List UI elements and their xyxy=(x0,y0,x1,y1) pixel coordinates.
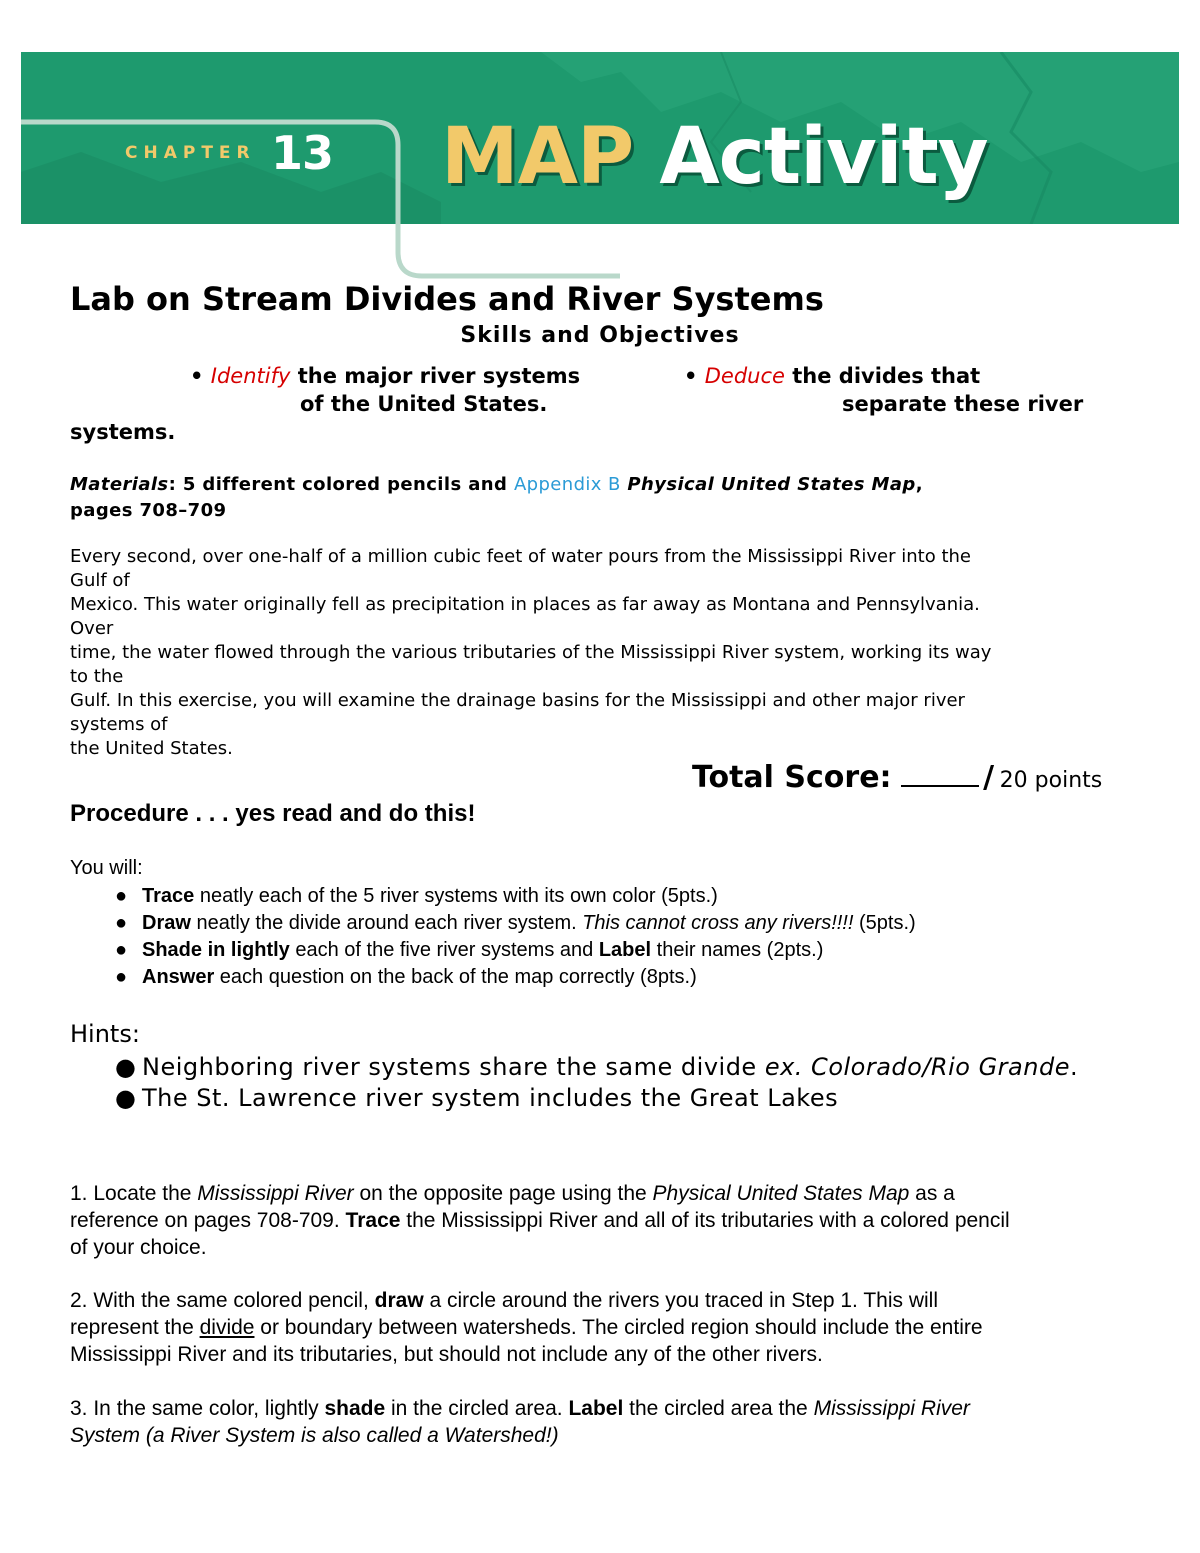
materials xyxy=(70,472,923,524)
q-text: 1. Locate the xyxy=(70,1182,198,1205)
objective-right xyxy=(684,364,980,388)
q-text: of your choice. xyxy=(70,1236,207,1259)
intro-line: the United States. xyxy=(70,738,233,759)
objective-text: the divides that xyxy=(792,364,981,388)
q-text: as a xyxy=(909,1182,955,1205)
bullet-icon: ● xyxy=(115,912,128,934)
step-text: each of the five river systems and xyxy=(289,939,599,961)
intro-line: Every second, over one-half of a million cubic feet of water pours from the Mississippi River into the xyxy=(70,546,971,567)
q-text: in the circled area. xyxy=(385,1397,569,1420)
materials-pages: pages 708–709 xyxy=(70,500,227,521)
q-text: on the opposite page using the xyxy=(353,1182,653,1205)
q-bold: shade xyxy=(324,1397,386,1420)
objective-left xyxy=(190,364,580,388)
objective-text: the major river systems xyxy=(297,364,581,388)
step-text: neatly the divide around each river system. xyxy=(190,912,583,934)
step-verb: Shade in lightly xyxy=(142,939,290,961)
q-bold: Trace xyxy=(345,1209,401,1232)
list-item xyxy=(70,883,916,910)
banner-title-map: MAP xyxy=(441,112,634,202)
q-bold: draw xyxy=(374,1289,424,1312)
question-3 xyxy=(70,1395,1150,1449)
step-text: each question on the back of the map correctly (8pts.) xyxy=(214,966,697,988)
objective-verb-identify: Identify xyxy=(210,364,291,388)
chapter-banner xyxy=(21,52,1179,224)
bullet: • xyxy=(190,364,204,388)
q-italic: Mississippi River xyxy=(197,1182,354,1205)
q-text: the Mississippi River and all of its tributaries with a colored pencil xyxy=(400,1209,1010,1232)
bullet-icon: ● xyxy=(115,885,128,907)
objective-verb-deduce: Deduce xyxy=(704,364,785,388)
hints-list xyxy=(70,1052,1130,1114)
materials-label: Materials xyxy=(70,474,169,495)
step-verb: Label xyxy=(598,939,652,961)
intro-line: Over xyxy=(70,618,114,639)
chapter-number: 13 xyxy=(271,126,334,180)
objective-right-line2: separate these river xyxy=(842,392,1084,416)
q-bold: Label xyxy=(568,1397,624,1420)
step-text: their names (2pts.) xyxy=(651,939,824,961)
intro-line: Gulf. In this exercise, you will examine the drainage basins for the Mississippi and other major river xyxy=(70,690,965,711)
step-verb: Draw xyxy=(142,912,191,934)
you-will-label: You will: xyxy=(70,857,143,879)
banner-title-activity: Activity xyxy=(659,112,988,202)
banner-title xyxy=(441,112,988,202)
bullet-icon: ● xyxy=(115,1084,137,1112)
objective-left-line2: of the United States. xyxy=(300,392,548,416)
list-item xyxy=(70,1052,1130,1083)
q-text: 3. In the same color, lightly xyxy=(70,1397,325,1420)
step-text: neatly each of the 5 river systems with its own color (5pts.) xyxy=(194,885,718,907)
list-item xyxy=(70,910,916,937)
step-text: (5pts.) xyxy=(853,912,916,934)
intro-line: time, the water flowed through the various tributaries of the Mississippi River system, working its way xyxy=(70,642,992,663)
materials-comma: , xyxy=(915,474,923,495)
map-name: Physical United States Map xyxy=(620,474,916,495)
step-verb: Trace xyxy=(142,885,195,907)
total-score xyxy=(692,760,1102,795)
q-underline: divide xyxy=(199,1316,255,1339)
score-points: 20 points xyxy=(999,768,1103,793)
hint-example: ex. Colorado/Rio Grande xyxy=(764,1053,1070,1081)
q-text: the circled area the xyxy=(623,1397,814,1420)
hint-text: The St. Lawrence river system includes the Great Lakes xyxy=(142,1084,839,1112)
step-warning: This cannot cross any rivers!!!! xyxy=(582,912,854,934)
intro-line: to the xyxy=(70,666,124,687)
q-text: 2. With the same colored pencil, xyxy=(70,1289,375,1312)
q-italic: System (a River System is also called a Watershed!) xyxy=(70,1424,559,1447)
question-2 xyxy=(70,1287,1150,1368)
question-1 xyxy=(70,1180,1150,1261)
chapter-label: CHAPTER xyxy=(125,143,256,163)
q-italic: Mississippi River xyxy=(813,1397,970,1420)
bullet-icon: ● xyxy=(115,966,128,988)
appendix-link[interactable]: Appendix B xyxy=(513,474,621,495)
list-item xyxy=(70,1083,1130,1114)
procedure-heading: Procedure . . . yes read and do this! xyxy=(70,800,476,827)
step-verb: Answer xyxy=(142,966,215,988)
hint-text: Neighboring river systems share the same divide xyxy=(142,1053,765,1081)
q-italic: Physical United States Map xyxy=(652,1182,910,1205)
score-label: Total Score: xyxy=(692,760,892,795)
bullet-icon: ● xyxy=(115,939,128,961)
page-title: Lab on Stream Divides and River Systems xyxy=(70,280,824,318)
q-text: or boundary between watersheds. The circled region should include the entire xyxy=(254,1316,983,1339)
q-text: reference on pages 708-709. xyxy=(70,1209,346,1232)
hint-text: . xyxy=(1069,1053,1079,1081)
intro-line: Mexico. This water originally fell as precipitation in places as far away as Montana and Pennsylvania. xyxy=(70,594,980,615)
bullet: • xyxy=(684,364,698,388)
hints-heading: Hints: xyxy=(70,1020,140,1048)
materials-text: : 5 different colored pencils and xyxy=(168,474,514,495)
q-text: Mississippi River and its tributaries, but should not include any of the other rivers. xyxy=(70,1343,823,1366)
q-text: a circle around the rivers you traced in Step 1. This will xyxy=(423,1289,939,1312)
intro-line: systems of xyxy=(70,714,168,735)
list-item xyxy=(70,937,916,964)
score-slash: / xyxy=(983,760,995,795)
bullet-icon: ● xyxy=(115,1053,137,1081)
procedure-steps xyxy=(70,883,916,991)
objective-tail: systems. xyxy=(70,420,176,444)
list-item xyxy=(70,964,916,991)
page-subtitle: Skills and Objectives xyxy=(460,323,740,348)
score-blank[interactable] xyxy=(901,761,979,787)
q-text: represent the xyxy=(70,1316,200,1339)
intro-line: Gulf of xyxy=(70,570,130,591)
intro-paragraph xyxy=(70,545,1140,761)
